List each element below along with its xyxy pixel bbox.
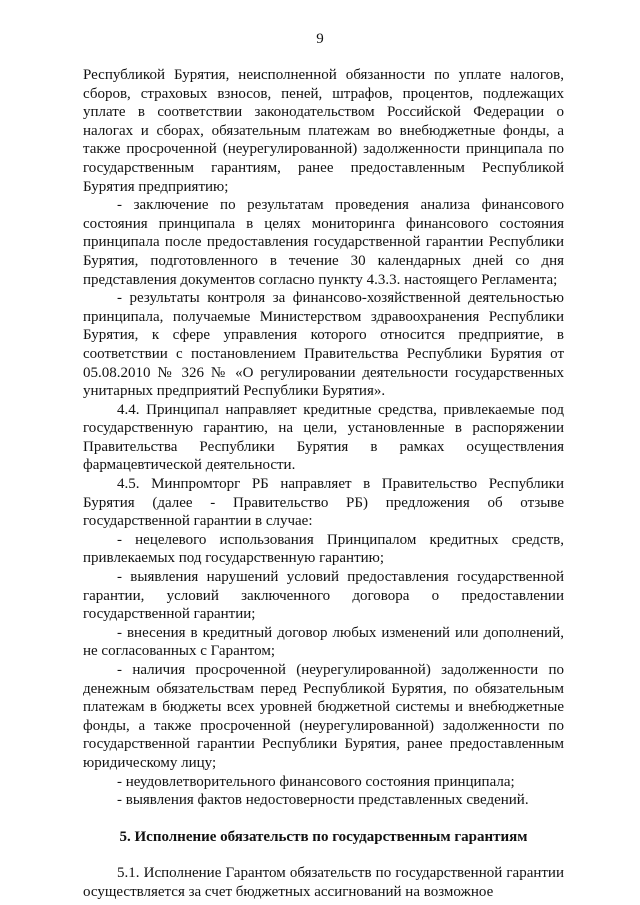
paragraph-false-info-item: - выявления фактов недостоверности представленных сведений. xyxy=(117,792,529,809)
section-heading: 5. Исполнение обязательств по государственным гарантиям xyxy=(119,828,528,845)
paragraph-debt-item: - наличия просроченной (неурегулированной) задолженности по денежным обязательствам перед Республикой Бурятия, по обязательным платежам в бюджеты всех уровней бюджетной системы и внебюджетные фонды, а также просроченной (неурегулированной) задолженности по государственной гарантии Республики Бурятия, ранее предоставленным юридическому лицу; xyxy=(83,662,564,771)
paragraph-changes-item: - внесения в кредитный договор любых изменений или дополнений, не согласованных с Гарантом; xyxy=(83,624,564,660)
paragraph-continuation: Республикой Бурятия, неисполненной обязанности по уплате налогов, сборов, страховых взносов, пеней, штрафов, процентов, подлежащих уплате в соответствии законодательством Российской Федерации о налогах и сборах, обязательным платежам во внебюджетные фонды, а также просроченной (неурегулированной) задолженности принципала по государственным гарантиям, ранее предоставленным Республикой Бурятия предприятию; xyxy=(83,67,564,195)
paragraph-control-results-item: - результаты контроля за финансово-хозяйственной деятельностью принципала, получаемые Министерством здравоохранения Республики Бурятия, к сфере управления которого относится предприятие, в соответствии с постановлением Правительства Республики Бурятия от 05.08.2010 № 326 № «О регулировании деятельности государственных унитарных предприятий Республики Бурятия». xyxy=(83,290,564,400)
paragraph-clause-5-1: 5.1. Исполнение Гарантом обязательств по государственной гарантии осуществляется за счет бюджетных ассигнований на возможное xyxy=(83,865,564,900)
paragraph-conclusion-item: - заключение по результатам проведения анализа финансового состояния принципала в целях мониторинга финансового состояния принципала после предоставления государственной гарантии Республики Бурятия, подготовленного в течение 30 календарных дней со дня представления документов согласно пункту 4.3.3. настоящего Регламента; xyxy=(83,197,564,288)
paragraph-violation-item: - выявления нарушений условий предоставления государственной гарантии, условий заключенного договора о предоставлении государственной гарантии; xyxy=(83,569,564,623)
paragraph-financial-state-item: - неудовлетворительного финансового состояния принципала; xyxy=(117,773,515,790)
paragraph-clause-4-5: 4.5. Минпромторг РБ направляет в Правительство Республики Бурятия (далее - Правительство РБ) предложения об отзыве государственной гарантии в случае: xyxy=(83,476,564,530)
document-body xyxy=(83,66,564,902)
paragraph-misuse-item: - нецелевого использования Принципалом кредитных средств, привлекаемых под государственную гарантию; xyxy=(83,531,564,567)
page-number: 9 xyxy=(316,31,324,47)
paragraph-clause-4-4: 4.4. Принципал направляет кредитные средства, привлекаемые под государственную гарантию, на цели, установленные в распоряжении Правительства Республики Бурятия в рамках осуществления фармацевтической деятельности. xyxy=(83,401,564,474)
